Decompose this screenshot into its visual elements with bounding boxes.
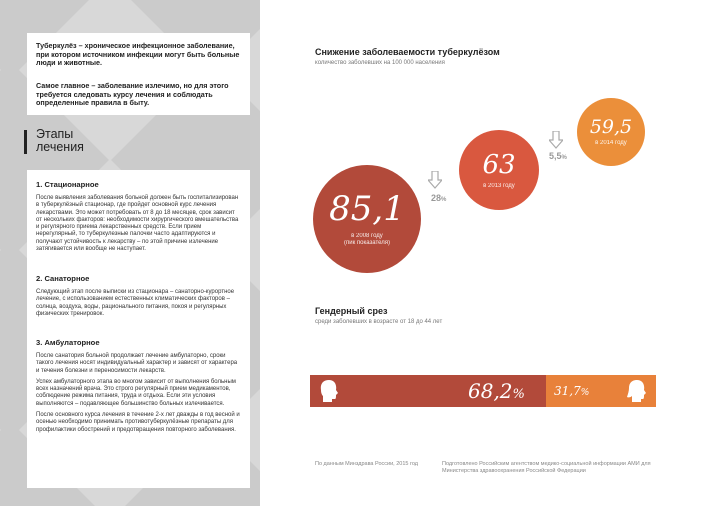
bubble-2013	[459, 130, 539, 210]
female-percent: 31,7%	[554, 384, 590, 398]
incidence-subtitle: количество заболевших на 100 000 населения	[315, 60, 445, 66]
right-panel	[260, 0, 710, 506]
male-percent: 68,2%	[468, 379, 525, 403]
source-note: По данным Минздрава России, 2015 год	[315, 461, 418, 467]
down-arrow-icon	[428, 171, 442, 189]
stage-title: 3. Амбулаторное	[36, 338, 100, 347]
female-head-icon	[626, 379, 648, 403]
left-panel	[0, 0, 260, 506]
stage-text: После санатория больной продолжает лечение амбулаторно, сроки такого лечения носят индивидуальный характер и зависят от характера и течения болезни и переносимости лекарств.	[36, 353, 238, 374]
stage-outpatient	[36, 338, 242, 438]
drop-percent-2008-2013: 28%	[431, 193, 447, 203]
bubble-value: 63	[482, 150, 516, 180]
stage-inpatient	[36, 180, 242, 257]
bubble-caption: в 2014 году	[595, 140, 627, 146]
female-segment	[546, 375, 656, 407]
bubble-2008	[313, 165, 421, 273]
stages-heading-text: Этапы лечения	[36, 127, 84, 154]
stage-text: Следующий этап после выписки из стационара – санаторно-курортное лечение, с использованием естественных климатических факторов – солнца, воздуха, воды, рационального питания, покоя и регулярных физических тренировок.	[36, 289, 235, 317]
prepared-by-note: Подготовлено Российским агентством медико-социальной информации АМИ для Министерства здравоохранения Российской Федерации	[442, 461, 651, 474]
stage-title: 2. Санаторное	[36, 274, 90, 283]
bubble-value: 59,5	[589, 116, 633, 138]
stage-text: После выявления заболевания больной должен быть госпитализирован в туберкулёзный стационар, где пройдет основной курс лечения лекарствами. Это может потребовать от 8 до 18 месяцев, срок зависит от нескольких факторов: необходимости хирургического вмешательства и регулярного приема лекарственных средств. Если прием нерегулярный, то туберкулезные палочки часто адаптируются и получают устойчивость к лекарству – по этой причине излечение затягивается или вообще не наступает.	[36, 195, 239, 253]
bubble-caption: в 2008 году	[351, 233, 383, 239]
drop-percent-2013-2014: 5,5%	[549, 151, 567, 161]
heading-accent-bar	[24, 130, 27, 154]
down-arrow-icon	[549, 131, 563, 149]
stage-title: 1. Стационарное	[36, 180, 99, 189]
stages-box	[27, 170, 250, 488]
intro-curable-note: Самое главное – заболевание излечимо, но для этого требуется следовать курсу лечения и соблюдать определенные правила в быту.	[36, 81, 229, 108]
male-segment	[310, 375, 546, 407]
stage-sanatorium	[36, 274, 242, 322]
gender-subtitle: среди заболевших в возрасте от 18 до 44 лет	[315, 319, 443, 325]
male-head-icon	[318, 379, 340, 403]
incidence-title: Снижение заболеваемости туберкулёзом	[315, 47, 500, 57]
bubble-caption: в 2013 году	[483, 183, 515, 189]
bubble-caption: (пик показателя)	[343, 240, 391, 246]
intro-definition: Туберкулёз – хроническое инфекционное заболевание, при котором источником инфекции могут быть больные люди и животные.	[36, 41, 240, 68]
bubble-value: 85,1	[329, 189, 405, 229]
intro-box	[27, 33, 250, 115]
stage-text: После основного курса лечения в течение 2-х лет дважды в год весной и осенью необходимо принимать противотуберкулёзные препараты для профилактики обострений и предотвращения повторного заболевания.	[36, 412, 240, 433]
gender-bar	[310, 375, 656, 407]
gender-title: Гендерный срез	[315, 306, 388, 316]
stage-text: Успех амбулаторного этапа во многом зависит от выполнения больным всех назначений врача. Это строго регулярный прием медикаментов, соблюдение режима питания, труда и отдыха. Если эти условия выполняются – подавляющее большинство больных излечивается.	[36, 378, 236, 407]
bubble-2014	[577, 98, 645, 166]
